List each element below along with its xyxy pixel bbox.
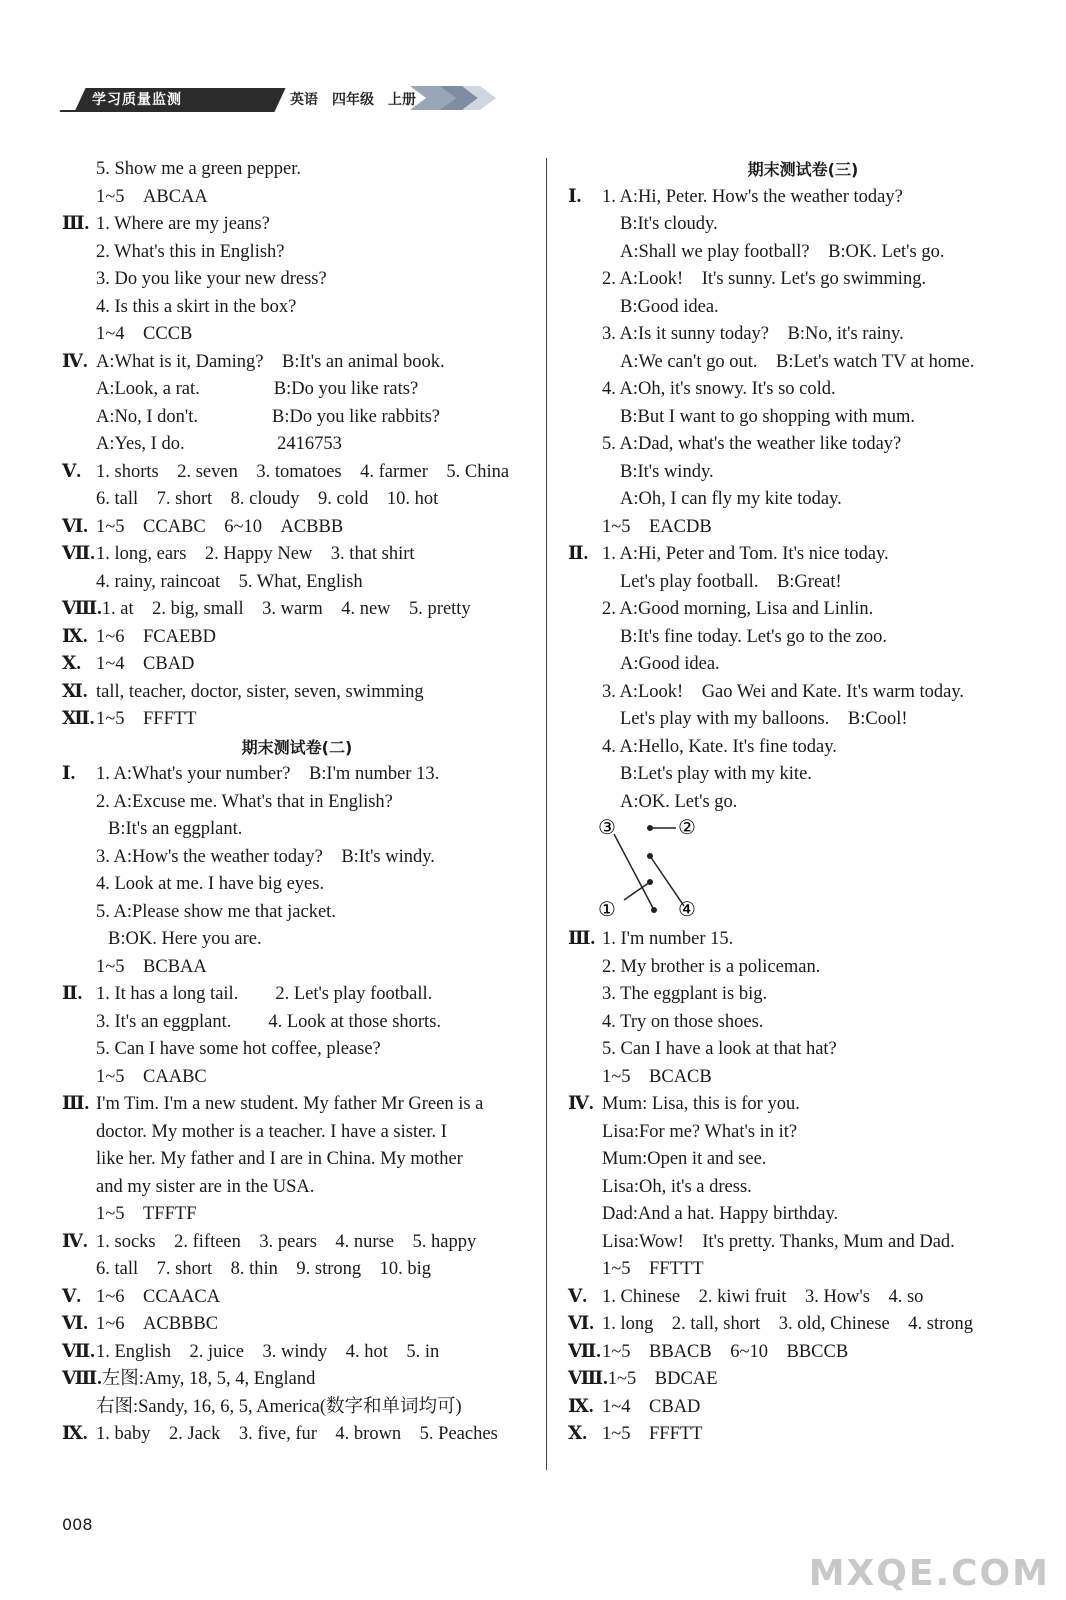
section-number: Ⅸ.: [568, 1396, 594, 1417]
answer-line: [62, 541, 532, 569]
answer-line: [62, 816, 532, 844]
answer-line: [568, 211, 1038, 239]
answer-text: 5. A:Dad, what's the weather like today?: [602, 434, 902, 454]
answer-line: [568, 1146, 1038, 1174]
answer-text: B:Good idea.: [620, 296, 719, 317]
answer-line: [62, 184, 532, 212]
matching-diagram: [596, 814, 716, 924]
answer-line: [62, 266, 532, 294]
section-number: Ⅴ.: [568, 1286, 587, 1307]
answer-text: A:OK. Let's go.: [620, 791, 738, 812]
section-number: Ⅻ.: [62, 709, 95, 729]
answer-text: doctor. My mother is a teacher. I have a sister. I: [96, 1121, 447, 1142]
answer-text: Let's play with my balloons. B:Cool!: [620, 709, 908, 729]
answer-line: [62, 514, 532, 542]
answer-text: 3. A:Is it sunny today? B:No, it's rainy.: [602, 324, 904, 344]
answer-line: [568, 761, 1038, 789]
answer-text: 4. rainy, raincoat 5. What, English: [96, 571, 363, 592]
answer-line: [62, 211, 532, 239]
answer-line: [62, 569, 532, 597]
section-number: Ⅳ.: [62, 351, 88, 372]
answer-line: [62, 706, 532, 734]
answer-text: B:But I want to go shopping with mum.: [620, 406, 915, 427]
answer-text: 1. A:Hi, Peter and Tom. It's nice today.: [602, 544, 889, 564]
section-number: Ⅴ.: [62, 1286, 81, 1307]
header-arrows-icon: [410, 82, 500, 114]
section-number: Ⅲ.: [568, 929, 596, 949]
watermark: MXQE.COM: [808, 1553, 1050, 1594]
answer-text: 1~5 FFFTT: [602, 1424, 703, 1444]
answer-line: [62, 239, 532, 267]
answer-line: [62, 1284, 532, 1312]
answer-text: 1~4 CBAD: [96, 654, 195, 674]
answer-line: [568, 569, 1038, 597]
section-number: Ⅶ.: [62, 1341, 95, 1362]
section-number: Ⅳ.: [62, 1231, 88, 1252]
answer-line: [568, 789, 1038, 817]
answer-line: [62, 1064, 532, 1092]
answer-line: [62, 431, 532, 459]
header-subtitle: 英语 四年级 上册: [290, 92, 416, 108]
section-number: Ⅰ.: [568, 186, 582, 207]
answer-text: 1~5 FFFTT: [96, 709, 197, 729]
section-number: Ⅲ.: [62, 1094, 90, 1114]
answer-text: A:No, I don't. B:Do you like rabbits?: [96, 406, 441, 427]
section-number: Ⅳ.: [568, 1094, 594, 1114]
answer-text: 1. socks 2. fifteen 3. pears 4. nurse 5. happy: [96, 1231, 477, 1252]
answer-text: 1~5 BCBAA: [96, 956, 207, 977]
answer-text: 1~5 CAABC: [96, 1066, 207, 1087]
answer-text: 1~4 CCCB: [96, 324, 193, 344]
answer-line: [568, 459, 1038, 487]
answer-line: [62, 1009, 532, 1037]
answer-line: [62, 844, 532, 872]
answer-line: [62, 981, 532, 1009]
answer-text: 4. A:Oh, it's snowy. It's so cold.: [602, 379, 836, 399]
answer-text: 2. A:Excuse me. What's that in English?: [96, 791, 393, 812]
answer-text: B:It's windy.: [620, 461, 714, 482]
header-title: 学习质量监测: [92, 92, 182, 108]
answer-line: [62, 899, 532, 927]
answer-text: 6. tall 7. short 8. thin 9. strong 10. big: [96, 1259, 432, 1279]
answer-text: A:Look, a rat. B:Do you like rats?: [96, 379, 419, 399]
answer-text: 左图:Amy, 18, 5, 4, England: [101, 1369, 316, 1389]
answer-line: [62, 926, 532, 954]
answer-text: 1. It has a long tail. 2. Let's play football.: [96, 984, 433, 1004]
answer-text: 1. baby 2. Jack 3. five, fur 4. brown 5. Peaches: [96, 1424, 498, 1444]
answer-line: [568, 1036, 1038, 1064]
answer-line: [568, 981, 1038, 1009]
answer-text: 4. A:Hello, Kate. It's fine today.: [602, 736, 837, 757]
answer-line: [62, 459, 532, 487]
answer-line: [568, 1284, 1038, 1312]
answer-line: [568, 1064, 1038, 1092]
answer-line: [568, 1339, 1038, 1367]
answer-line: [62, 1146, 532, 1174]
answer-line: [568, 1229, 1038, 1257]
answer-text: 1~5 TFFTF: [96, 1204, 197, 1224]
answer-text: A:Oh, I can fly my kite today.: [620, 489, 842, 509]
answer-text: B:It's cloudy.: [620, 214, 718, 234]
answer-text: and my sister are in the USA.: [96, 1176, 315, 1197]
answer-line: [568, 404, 1038, 432]
section-number: Ⅺ.: [62, 681, 88, 702]
section-number: Ⅷ.: [62, 599, 102, 619]
answer-text: A:Yes, I do. 2416753: [96, 434, 342, 454]
answer-line: [62, 156, 532, 184]
answer-text: 3. A:How's the weather today? B:It's windy.: [96, 846, 435, 867]
answer-text: 3. It's an eggplant. 4. Look at those shorts.: [96, 1011, 442, 1032]
answer-text: 1. Where are my jeans?: [96, 214, 270, 234]
answer-text: 3. A:Look! Gao Wei and Kate. It's warm today.: [602, 681, 964, 702]
answer-line: [62, 1339, 532, 1367]
answer-line: [568, 1421, 1038, 1449]
answer-text: 1. shorts 2. seven 3. tomatoes 4. farmer 5. China: [96, 461, 510, 482]
answer-text: 1~5 BDCAE: [607, 1369, 718, 1389]
answer-line: [568, 541, 1038, 569]
match-label: ②: [678, 815, 696, 839]
answer-text: 3. The eggplant is big.: [602, 984, 768, 1004]
answer-text: B:Let's play with my kite.: [620, 764, 812, 784]
answer-line: [62, 1394, 532, 1422]
answer-text: 1~5 BCACB: [602, 1066, 712, 1087]
answer-line: [62, 1119, 532, 1147]
answer-text: 4. Look at me. I have big eyes.: [96, 874, 325, 894]
section-number: Ⅴ.: [62, 461, 81, 482]
answer-line: [568, 486, 1038, 514]
section-number: Ⅶ.: [62, 544, 95, 564]
answer-text: A:We can't go out. B:Let's watch TV at home.: [620, 351, 975, 372]
answer-line: [568, 624, 1038, 652]
answer-text: I'm Tim. I'm a new student. My father Mr Green is a: [96, 1094, 484, 1114]
section-number: Ⅱ.: [62, 984, 83, 1004]
answer-text: Lisa:Wow! It's pretty. Thanks, Mum and Dad.: [602, 1231, 955, 1252]
answer-text: Mum:Open it and see.: [602, 1149, 767, 1169]
answer-line: [568, 954, 1038, 982]
answer-text: 2. A:Look! It's sunny. Let's go swimming.: [602, 269, 927, 289]
left-column: [62, 156, 532, 1449]
answer-text: A:Shall we play football? B:OK. Let's go.: [620, 241, 945, 262]
answer-text: 2. What's this in English?: [96, 241, 285, 262]
answer-line: [568, 1091, 1038, 1119]
page-header: [60, 80, 490, 116]
answer-line: [568, 1394, 1038, 1422]
answer-text: 1~5 EACDB: [602, 516, 712, 537]
section-number: Ⅸ.: [62, 1424, 88, 1444]
header-underline: [60, 110, 271, 112]
answer-text: 1~4 CBAD: [602, 1396, 701, 1417]
answer-text: 1. at 2. big, small 3. warm 4. new 5. pretty: [101, 599, 471, 619]
section-number: Ⅹ.: [568, 1424, 587, 1444]
answer-line: [62, 1174, 532, 1202]
answer-text: 1. Chinese 2. kiwi fruit 3. How's 4. so: [602, 1286, 924, 1307]
answer-line: [62, 1091, 532, 1119]
answer-line: [62, 1256, 532, 1284]
answer-line: [568, 1201, 1038, 1229]
answer-text: Dad:And a hat. Happy birthday.: [602, 1204, 839, 1224]
answer-line: [62, 1366, 532, 1394]
answer-text: 4. Is this a skirt in the box?: [96, 296, 297, 317]
answer-text: B:It's fine today. Let's go to the zoo.: [620, 626, 887, 647]
section-number: Ⅷ.: [62, 1369, 102, 1389]
section-number: Ⅰ.: [62, 764, 76, 784]
right-column: [568, 156, 1038, 1449]
answer-text: 1~6 ACBBBC: [96, 1314, 219, 1334]
answer-text: 1. I'm number 15.: [602, 929, 734, 949]
answer-text: 5. A:Please show me that jacket.: [96, 901, 336, 922]
answer-text: A:Good idea.: [620, 654, 720, 674]
answer-line: [568, 294, 1038, 322]
answer-text: 6. tall 7. short 8. cloudy 9. cold 10. hot: [96, 489, 439, 509]
answer-text: 1~6 CCAACA: [96, 1286, 221, 1307]
answer-text: Lisa:For me? What's in it?: [602, 1121, 798, 1142]
answer-text: 1. A:Hi, Peter. How's the weather today?: [602, 186, 903, 207]
answer-line: [62, 596, 532, 624]
answer-line: [568, 706, 1038, 734]
answer-text: Mum: Lisa, this is for you.: [602, 1094, 800, 1114]
answer-line: [62, 624, 532, 652]
answer-line: [62, 1421, 532, 1449]
answer-line: [568, 651, 1038, 679]
answer-line: [62, 1311, 532, 1339]
section-number: Ⅵ.: [62, 1314, 88, 1334]
answer-text: 1. English 2. juice 3. windy 4. hot 5. in: [96, 1341, 440, 1362]
answer-line: [62, 679, 532, 707]
answer-text: tall, teacher, doctor, sister, seven, swimming: [96, 681, 424, 702]
answer-line: [568, 431, 1038, 459]
answer-text: 4. Try on those shoes.: [602, 1011, 764, 1032]
match-label: ③: [598, 815, 616, 839]
answer-line: [568, 239, 1038, 267]
section-number: Ⅵ.: [62, 516, 88, 537]
answer-line: [62, 871, 532, 899]
answer-line: [62, 954, 532, 982]
section-number: Ⅵ.: [568, 1314, 594, 1334]
answer-text: 5. Show me a green pepper.: [96, 159, 301, 179]
answer-line: [568, 184, 1038, 212]
answer-text: 1~5 BBACB 6~10 BBCCB: [602, 1341, 849, 1362]
answer-line: [568, 1119, 1038, 1147]
page-number: 008: [62, 1515, 93, 1534]
answer-line: [568, 1256, 1038, 1284]
section-number: Ⅱ.: [568, 544, 589, 564]
answer-text: 1~5 CCABC 6~10 ACBBB: [96, 516, 344, 537]
answer-text: 1~6 FCAEBD: [96, 626, 216, 647]
answer-line: [62, 321, 532, 349]
answer-text: 右图:Sandy, 16, 6, 5, America(数字和单词均可): [96, 1396, 462, 1417]
answer-text: 5. Can I have a look at that hat?: [602, 1039, 837, 1059]
answer-text: Lisa:Oh, it's a dress.: [602, 1176, 752, 1197]
answer-line: [568, 266, 1038, 294]
answer-line: [568, 1311, 1038, 1339]
answer-line: [62, 789, 532, 817]
answer-line: [62, 486, 532, 514]
answer-line: [568, 376, 1038, 404]
column-divider: [546, 158, 547, 1470]
answer-text: B:OK. Here you are.: [108, 929, 262, 949]
answer-line: [568, 1366, 1038, 1394]
answer-line: [568, 679, 1038, 707]
section-title: 期末测试卷(三): [747, 160, 859, 179]
answer-line: [62, 1229, 532, 1257]
answer-line: [568, 734, 1038, 762]
section-title: 期末测试卷(二): [241, 737, 353, 757]
answer-text: Let's play football. B:Great!: [620, 571, 842, 592]
section-number: Ⅸ.: [62, 626, 88, 647]
answer-line: [568, 514, 1038, 542]
answer-line: [62, 294, 532, 322]
section-number: Ⅲ.: [62, 214, 90, 234]
answer-line: [568, 349, 1038, 377]
answer-line: [568, 1174, 1038, 1202]
answer-text: 1. long, ears 2. Happy New 3. that shirt: [96, 544, 415, 564]
answer-line: [62, 651, 532, 679]
answer-text: 1. A:What's your number? B:I'm number 13.: [96, 764, 440, 784]
answer-line: [568, 926, 1038, 954]
section-number: Ⅶ.: [568, 1341, 601, 1362]
answer-line: [62, 404, 532, 432]
answer-line: [62, 376, 532, 404]
answer-line: [568, 321, 1038, 349]
answer-line: [568, 596, 1038, 624]
answer-text: 1. long 2. tall, short 3. old, Chinese 4. strong: [602, 1314, 974, 1334]
section-number: Ⅷ.: [568, 1369, 608, 1389]
section-number: Ⅹ.: [62, 654, 81, 674]
answer-line: [62, 761, 532, 789]
answer-line: [62, 1036, 532, 1064]
answer-text: B:It's an eggplant.: [108, 819, 243, 839]
match-label: ①: [598, 897, 616, 921]
answer-text: 2. My brother is a policeman.: [602, 956, 821, 977]
answer-line: [62, 1201, 532, 1229]
answer-text: 5. Can I have some hot coffee, please?: [96, 1039, 381, 1059]
answer-line: [568, 1009, 1038, 1037]
answer-text: like her. My father and I are in China. My mother: [96, 1149, 463, 1169]
answer-text: 2. A:Good morning, Lisa and Linlin.: [602, 599, 874, 619]
answer-text: A:What is it, Daming? B:It's an animal book.: [96, 351, 445, 372]
match-label: ④: [678, 897, 696, 921]
answer-text: 1~5 FFTTT: [602, 1259, 704, 1279]
answer-text: 1~5 ABCAA: [96, 186, 208, 207]
answer-text: 3. Do you like your new dress?: [96, 269, 327, 289]
answer-line: [62, 349, 532, 377]
